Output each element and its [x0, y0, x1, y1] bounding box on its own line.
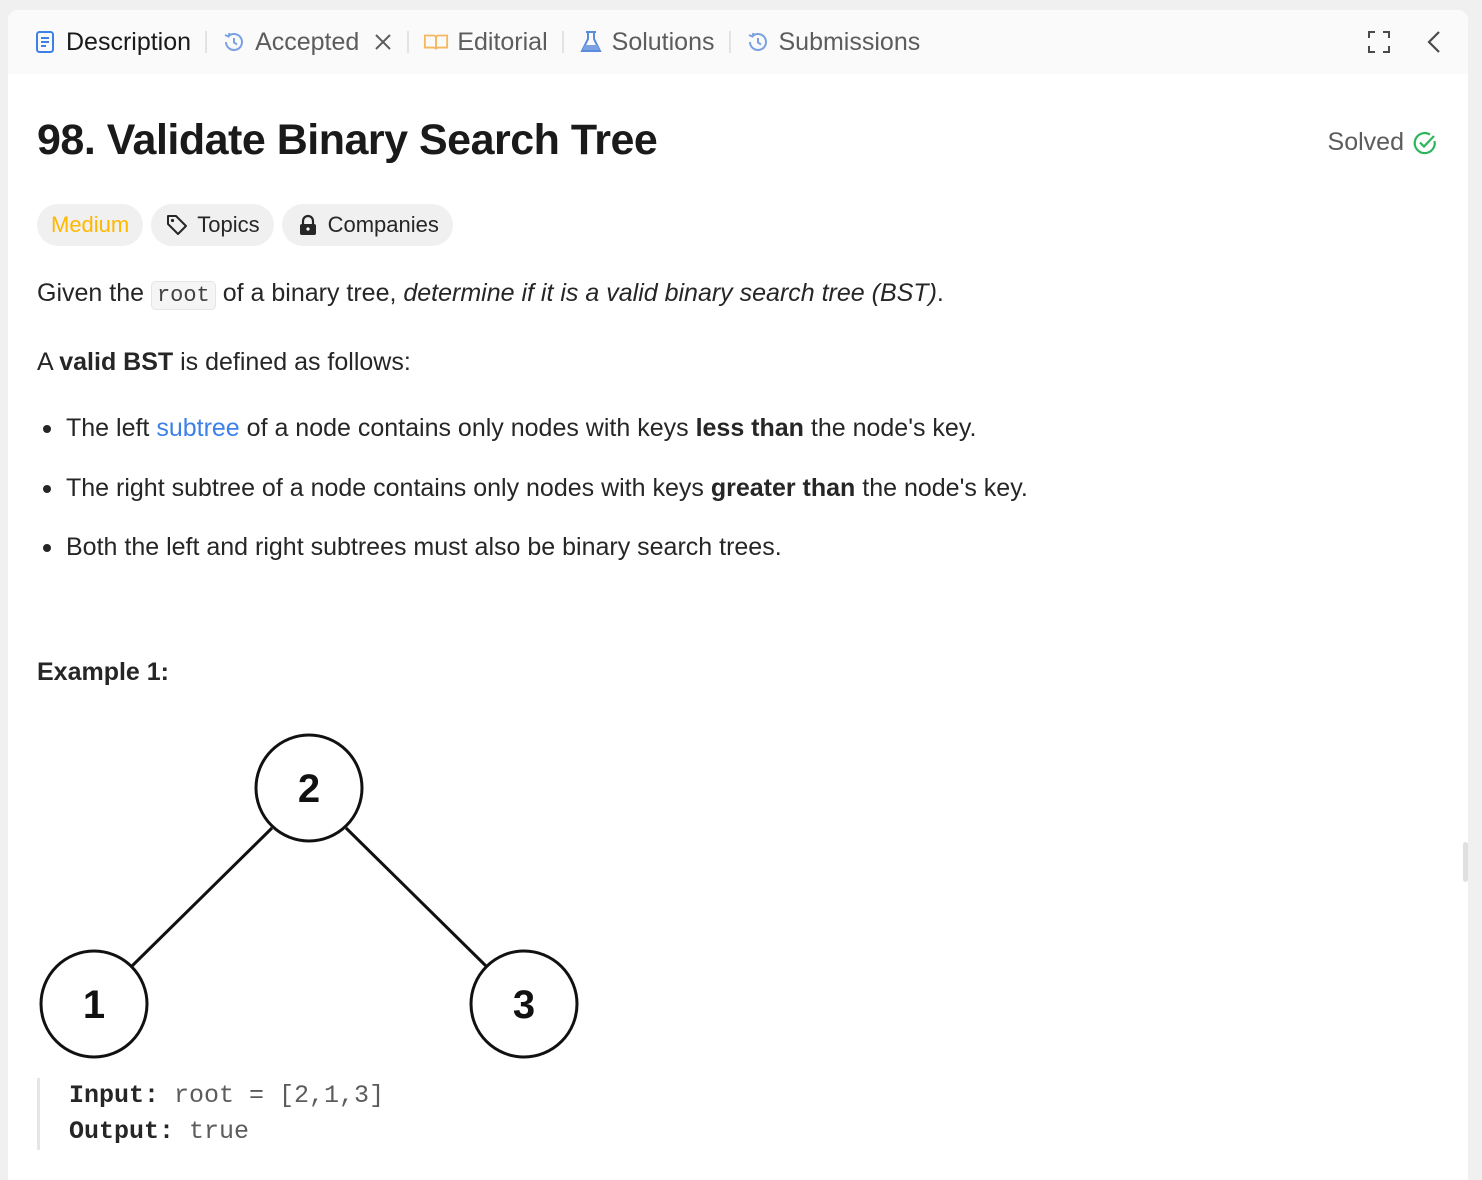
- example-input-line: [69, 1078, 384, 1114]
- scrollbar[interactable]: [1463, 842, 1468, 882]
- tab-accepted[interactable]: [221, 28, 393, 57]
- definition-bold: valid BST: [59, 348, 174, 376]
- solved-status: [1328, 128, 1438, 157]
- rule-text: Both the left and right subtrees must also be binary search trees.: [66, 533, 782, 561]
- bst-rules-list: [37, 410, 1468, 565]
- subtree-link[interactable]: subtree: [156, 414, 240, 442]
- companies-label: Companies: [327, 212, 439, 237]
- rule-text: the node's key.: [803, 414, 977, 442]
- fullscreen-icon[interactable]: [1366, 29, 1392, 55]
- tab-description[interactable]: [32, 28, 191, 57]
- title-row: [37, 74, 1468, 204]
- tab-solutions[interactable]: [578, 28, 715, 57]
- lock-icon: [296, 213, 320, 237]
- close-icon[interactable]: [373, 32, 393, 52]
- problem-content: [8, 74, 1468, 565]
- topics-label: Topics: [197, 212, 260, 237]
- tab-editorial-label: Editorial: [457, 27, 548, 56]
- tab-divider: [729, 31, 731, 53]
- tab-solutions-label: Solutions: [611, 27, 715, 56]
- tree-node-left-label: 1: [82, 983, 106, 1027]
- check-circle-icon: [1412, 130, 1438, 156]
- example-1-tree-diagram: [36, 718, 584, 1060]
- rule-text: The left: [66, 414, 157, 442]
- collapse-chevron-left-icon[interactable]: [1422, 29, 1448, 55]
- rule-text: The right subtree of a node contains only nodes with keys: [66, 473, 711, 502]
- intro-text: of a binary tree,: [215, 279, 404, 307]
- problem-title[interactable]: 98. Validate Binary Search Tree: [37, 116, 658, 164]
- tag-icon: [165, 213, 189, 237]
- example-1-io: [37, 1078, 384, 1150]
- intro-emphasis: determine if it is a valid binary search tree (BST): [403, 279, 937, 307]
- input-value: root = [2,1,3]: [174, 1081, 385, 1110]
- description-icon: [32, 29, 58, 55]
- tab-editorial[interactable]: [423, 28, 547, 57]
- rule-bold: greater than: [710, 473, 856, 502]
- input-label: Input:: [69, 1081, 160, 1110]
- topics-button[interactable]: [151, 204, 273, 246]
- intro-text: .: [936, 279, 944, 307]
- history-icon: [745, 29, 771, 55]
- tree-edge: [132, 828, 272, 966]
- tab-description-label: Description: [66, 27, 192, 56]
- example-output-line: [69, 1114, 384, 1150]
- rule-text: the node's key.: [855, 473, 1028, 502]
- tab-submissions-label: Submissions: [778, 27, 921, 56]
- difficulty-badge: Medium: [37, 204, 143, 246]
- example-1-title: Example 1:: [37, 658, 170, 686]
- description-panel: [8, 10, 1468, 1180]
- tab-bar: [8, 10, 1468, 74]
- list-item: [37, 529, 1468, 565]
- solved-label: Solved: [1327, 128, 1404, 156]
- output-label: Output:: [69, 1117, 175, 1146]
- tab-submissions[interactable]: [745, 28, 921, 57]
- problem-tags: [37, 204, 1468, 246]
- definition-text: is defined as follows:: [173, 348, 411, 376]
- tree-node-root-label: 2: [297, 767, 321, 811]
- flask-icon: [578, 29, 604, 55]
- rule-text: of a node contains only nodes with keys: [239, 414, 696, 442]
- tab-bar-actions: [1366, 29, 1448, 55]
- tab-divider: [205, 31, 207, 53]
- bst-definition: [37, 344, 1468, 380]
- definition-text: A: [37, 348, 60, 376]
- rule-bold: less than: [695, 414, 804, 442]
- tab-divider: [407, 31, 409, 53]
- tab-divider: [562, 31, 564, 53]
- intro-text: Given the: [37, 279, 151, 307]
- problem-statement: [37, 275, 1468, 314]
- list-item: [37, 410, 1468, 446]
- companies-button[interactable]: [282, 204, 453, 246]
- list-item: [37, 470, 1468, 506]
- output-value: true: [189, 1117, 250, 1146]
- tree-node-right-label: 3: [512, 983, 536, 1027]
- book-icon: [423, 29, 449, 55]
- inline-code-root: root: [151, 281, 216, 310]
- tree-edge: [346, 828, 486, 966]
- history-icon: [221, 29, 247, 55]
- tab-accepted-label: Accepted: [255, 27, 360, 56]
